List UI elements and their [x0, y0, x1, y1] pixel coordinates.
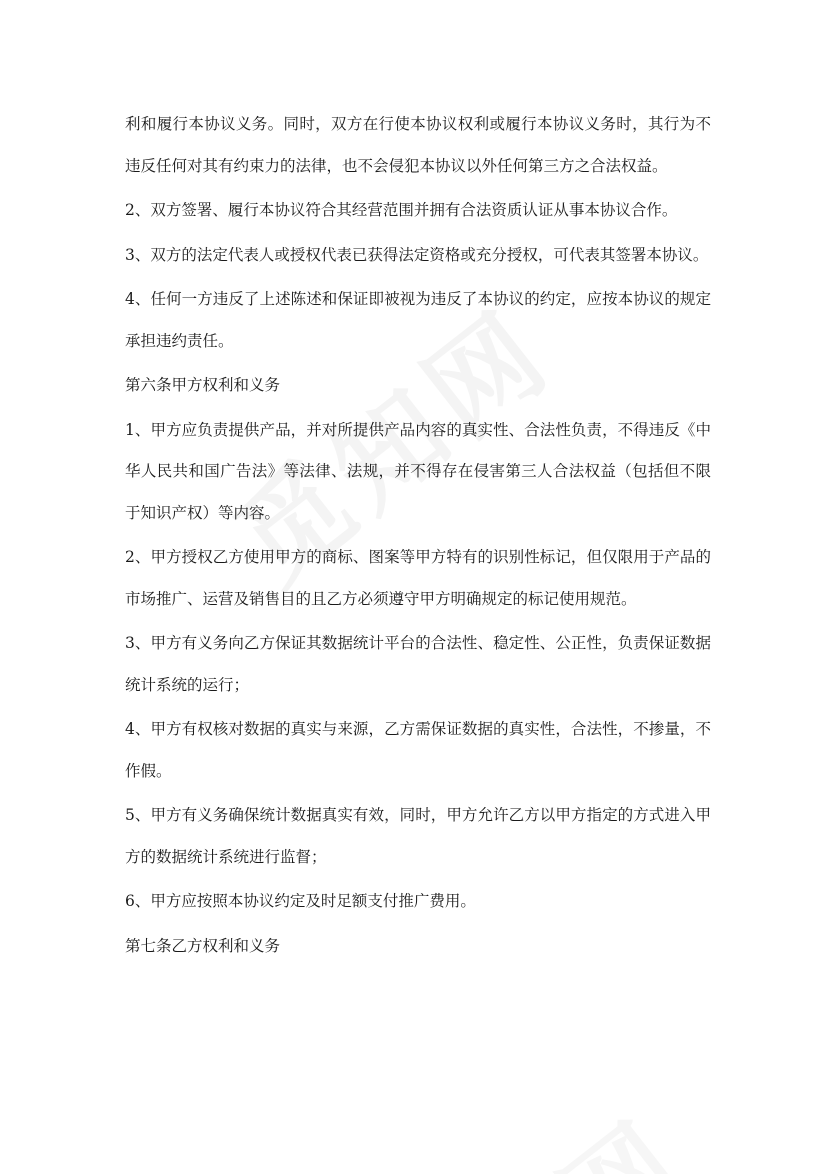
watermark-fragment: [523, 1083, 707, 1174]
paragraph-a6-item-2: 2、甲方授权乙方使用甲方的商标、图案等甲方特有的识别性标记，但仅限用于产品的市场推广、运营及销售目的且乙方必须遵守甲方明确规定的标记使用规范。: [125, 548, 711, 608]
paragraph-item-3: 3、双方的法定代表人或授权代表已获得法定资格或充分授权，可代表其签署本协议。: [125, 245, 709, 264]
paragraph-item-4: 4、任何一方违反了上述陈述和保证即被视为违反了本协议的约定，应按本协议的规定承担违约责任。: [125, 290, 711, 350]
paragraph-continuation: 利和履行本协议义务。同时，双方在行使本协议权利或履行本协议义务时，其行为不违反任何对其有约束力的法律，也不会侵犯本协议以外任何第三方之合法权益。: [125, 115, 711, 175]
section-heading-article-7: 第七条乙方权利和义务: [125, 936, 281, 955]
section-heading-article-6: 第六条甲方权利和义务: [125, 376, 281, 394]
paragraph-a6-item-1: 1、甲方应负责提供产品，并对所提供产品内容的真实性、合法性负责，不得违反《中华人民共和国广告法》等法律、法规，并不得存在侵害第三人合法权益（包括但不限于知识产权）等内容。: [125, 420, 711, 522]
paragraph-a6-item-6: 6、甲方应按照本协议约定及时足额支付推广费用。: [125, 892, 476, 910]
paragraph-a6-item-4: 4、甲方有权核对数据的真实与来源，乙方需保证数据的真实性，合法性，不掺量，不作假。: [125, 720, 711, 780]
paragraph-item-2: 2、双方签署、履行本协议符合其经营范围并拥有合法资质认证从事本协议合作。: [125, 201, 678, 219]
paragraph-a6-item-3: 3、甲方有义务向乙方保证其数据统计平台的合法性、稳定性、公正性，负责保证数据统计系统的运行；: [125, 634, 711, 694]
paragraph-a6-item-5: 5、甲方有义务确保统计数据真实有效，同时，甲方允许乙方以甲方指定的方式进入甲方的数据统计系统进行监督；: [125, 806, 711, 866]
document-body: [125, 104, 711, 970]
